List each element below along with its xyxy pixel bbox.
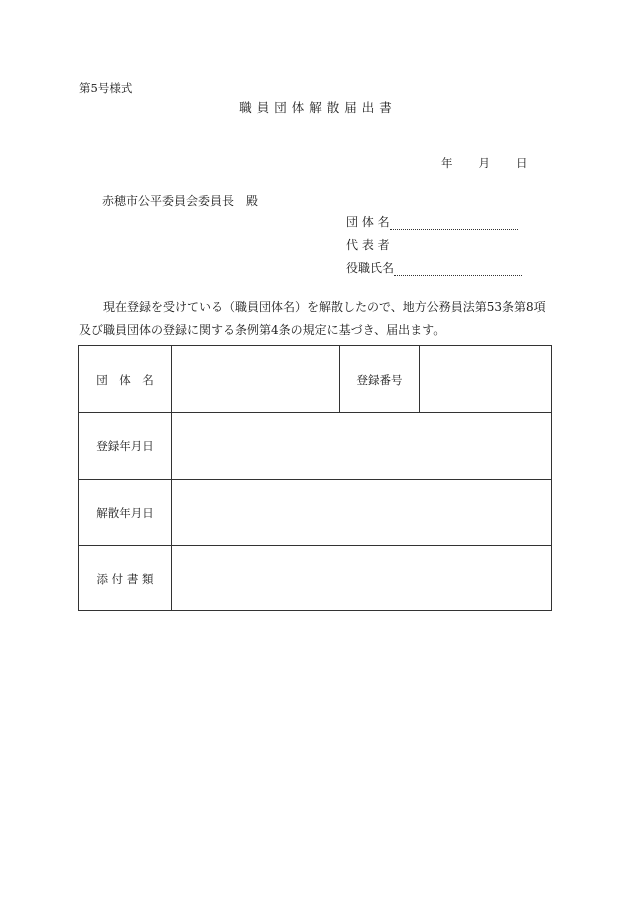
label-registration-number: 登録番号 xyxy=(356,373,403,387)
field-value[interactable] xyxy=(390,216,518,230)
body-paragraph xyxy=(79,296,554,342)
field-organization-name[interactable] xyxy=(346,213,518,231)
body-text: 現在登録を受けている（職員団体名）を解散したので、地方公務員法第53条第8項及び職員団体の登録に関する条例第4条の規定に基づき、届出ます。 xyxy=(79,300,546,337)
field-value[interactable] xyxy=(394,262,522,276)
date-line xyxy=(441,155,528,171)
addressee: 赤穂市公平委員会委員長 殿 xyxy=(102,194,259,208)
date-month-label: 月 xyxy=(478,156,490,170)
table-row-divider xyxy=(79,479,551,480)
field-position-name[interactable] xyxy=(346,259,522,277)
field-representative[interactable] xyxy=(346,236,390,254)
label-organization-name: 団 体 名 xyxy=(96,373,154,387)
field-label: 役職氏名 xyxy=(346,261,395,275)
dissolution-table xyxy=(78,345,552,611)
table-column-divider xyxy=(419,346,420,412)
date-year-label: 年 xyxy=(441,156,453,170)
table-row-divider xyxy=(79,412,551,413)
date-day-label: 日 xyxy=(516,156,528,170)
table-column-divider xyxy=(171,346,172,611)
document-title: 職員団体解散届出書 xyxy=(239,100,397,115)
field-label: 代 表 者 xyxy=(346,238,390,252)
table-row-divider xyxy=(79,545,551,546)
label-registration-date: 登録年月日 xyxy=(96,439,154,453)
field-label: 団 体 名 xyxy=(346,215,390,229)
form-number: 第5号様式 xyxy=(79,81,133,95)
label-attached-documents: 添 付 書 類 xyxy=(96,572,154,586)
label-dissolution-date: 解散年月日 xyxy=(96,506,154,520)
